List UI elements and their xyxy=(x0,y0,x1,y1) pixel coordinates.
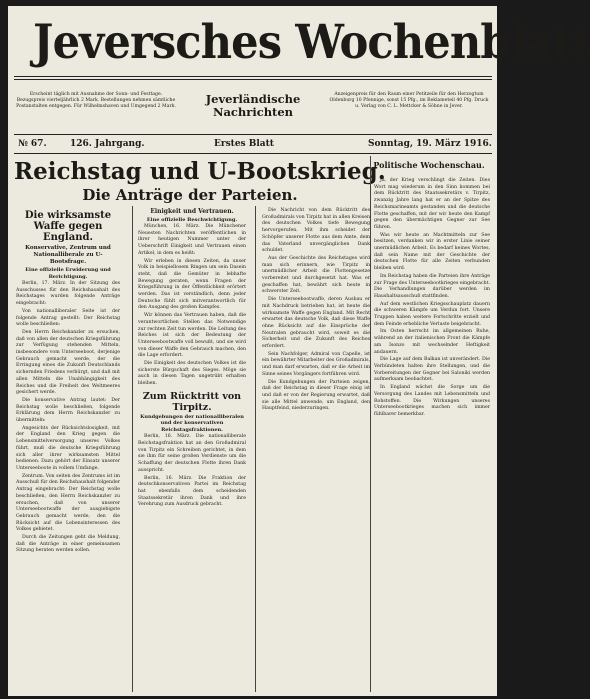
paragraph: Berlin, 16. März. Die Fraktion der deutschkonservativen Partei im Reichstag hat ebenfalls dem scheidenden Staatssekretär ihren Dank und ihre Verehrung zum Ausdruck gebracht. xyxy=(138,475,246,508)
paragraph: Wir können das Vertrauen haben, daß die verantwortlichen Stellen das Notwendige zur rechten Zeit tun werden. Die Leitung des Reiches ist sich der Bedeutung der Unterseebootwaffe voll bewußt, und sie wird von dieser Waffe den Gebrauch machen, den die Lage erfordert. xyxy=(138,313,246,359)
article-title-waffe: Die wirksamste Waffe gegen England. xyxy=(24,210,112,243)
paragraph: Die Kundgebungen der Parteien zeigen, daß der Reichstag in dieser Frage einig ist und daß er von der Regierung erwartet, daß sie alle Mittel anwende, um England, den Hauptfeind, niederzuringen. xyxy=(262,379,370,412)
column-divider-2 xyxy=(255,206,256,692)
paragraph: Die Unterseebootwaffe, deren Ausbau er mit Nachdruck betrieben hat, ist heute die wirksamste Waffe gegen England. Mit Recht erwartet das deutsche Volk, daß diese Waffe ohne Rücksicht auf die Einsprüche der Neutralen gebraucht wird, soweit es die Sicherheit und die Zukunft des Reiches erfordert. xyxy=(262,297,370,350)
main-headline: Reichstag und U-Bootskrieg. xyxy=(14,158,386,185)
issue-row xyxy=(14,139,492,151)
masthead-subtitle xyxy=(184,93,322,119)
paragraph: Die Nachricht von dem Rücktritt des Großadmirals von Tirpitz hat in allen Kreisen des deutschen Volkes tiefe Bewegung hervorgerufen. Mit ihm scheidet der Schöpfer unserer Flotte aus dem Amte, dem das Vaterland unvergänglichen Dank schuldet. xyxy=(262,208,370,254)
issue-number: № 67. xyxy=(18,139,47,149)
issue-year: 126. Jahrgang. xyxy=(70,139,145,149)
subtitle-line-2: Nachrichten xyxy=(212,105,294,119)
advertising-info: Anzeigenpreis für den Raum einer Petitzeile für den Herzogtum Oldenburg 10 Pfennige, sonst 15 Pfg., im Reklameteil 40 Pfg. Druck u. Verlag von C. L. Mettcker & Söhne in Jever. xyxy=(329,92,489,110)
paragraph: Zentrum. Von seiten des Zentrums ist im Ausschuß für den Reichshaushalt folgender Antrag eingebracht: Der Reichstag wolle beschließen, den Herrn Reichskanzler zu ersuchen, daß von unserer Unterseebootwaffe der ausgiebigste Gebrauch gemacht werde, den die Rücksicht auf die Lebensinteressen des Volkes gebietet. xyxy=(16,473,120,533)
paragraph: Aus der Geschichte des Reichstages wird man sich erinnern, wie Tirpitz in unermüdlicher Arbeit die Flottengesetze vorbereitet und durchgesetzt hat. Was er geschaffen hat, bewährt sich heute in schwerster Zeit. xyxy=(262,255,370,295)
article-note-beschwichtigung: Eine offizielle Beschwichtigung. xyxy=(146,216,238,223)
article-column-2 xyxy=(138,208,246,694)
issue-rule-top xyxy=(14,134,492,135)
paragraph: Von nationalliberaler Seite ist der folgende Antrag gestellt: Der Reichstag wolle beschließen: xyxy=(16,308,120,328)
paragraph: Wir erleben in diesen Zeiten, da unser Volk in beispiellosem Ringen um sein Dasein steht, daß die Gemüter in lebhafte Bewegung geraten, wenn Fragen der Kriegsführung in der Öffentlichkeit erörtert werden. Das ist verständlich, denn jeder Deutsche fühlt sich mitverantwortlich für den Ausgang des großen Kampfes. xyxy=(138,258,246,311)
article-title-tirpitz: Zum Rücktritt von Tirpitz. xyxy=(142,390,242,413)
masthead-rule-top xyxy=(14,76,492,77)
paragraph: Ja, der Krieg verschlingt die Zeiten. Dies Wort mag wiederum in den Sinn kommen bei dem Rücktritt des Staatssekretärs v. Tirpitz, zwanzig Jahre lang hat er an der Spitze des Reichsmarineamts gestanden und die deutsche Flotte geschaffen, mit der wir heute den Kampf gegen den übermächtigen Gegner zur See führen. xyxy=(374,178,490,230)
masthead-rule-bottom xyxy=(14,79,492,80)
issue-date: Sonntag, 19. März 1916. xyxy=(368,139,492,149)
paragraph: Die Lage auf dem Balkan ist unverändert. Die Verbündeten halten ihre Stellungen, und die Vorbereitungen der Gegner bei Saloniki werden aufmerksam beobachtet. xyxy=(374,357,490,383)
subscription-info: Erscheint täglich mit Ausnahme der Sonn- und Festtage. Bezugspreis vierteljährlich 2 Mark. Bestellungen nehmen sämtliche Postanstalten entgegen. Für Wilhelmshaven und Umgegend 2 Mark. xyxy=(16,92,176,110)
article-note-erwiderung: Eine offizielle Erwiderung und Berichtigung. xyxy=(25,267,111,280)
paragraph: Sein Nachfolger, Admiral von Capelle, ist ein bewährter Mitarbeiter des Großadmirals, und man darf erwarten, daß er die Arbeit im Sinne seines Vorgängers fortführen wird. xyxy=(262,351,370,377)
article-column-1 xyxy=(16,208,120,694)
article-title-einigkeit: Einigkeit und Vertrauen. xyxy=(150,208,234,215)
issue-rule-bottom xyxy=(14,153,492,154)
article-column-4 xyxy=(374,178,490,694)
paragraph: Berlin, 17. März. In der Sitzung des Ausschusses für den Reichshaushalt des Reichstages wurden folgende Anträge eingebracht: xyxy=(16,281,120,307)
column-divider-3 xyxy=(370,156,371,692)
paragraph: Durch die Zeitungen geht die Meldung, daß die Anträge in einer gemeinsamen Sitzung beraten werden sollen. xyxy=(16,535,120,554)
paragraph: Angesichts der Rücksichtslosigkeit, mit der England den Krieg gegen die Lebensmittelversorgung unseres Volkes führt, muß die deutsche Kriegsführung sich aller ihrer wirksamsten Mittel bedienen. Dazu gehört der Einsatz unserer Unterseeboote in vollem Umfange. xyxy=(16,425,120,471)
paragraph: Die Einigkeit des deutschen Volkes ist die sicherste Bürgschaft des Sieges. Möge sie auch in diesen Tagen ungetrübt erhalten bleiben. xyxy=(138,361,246,387)
paragraph: München, 16. März. Die Münchener Neuesten Nachrichten veröffentlichen in ihrer heutigen Nummer unter der Ueberschrift Einigkeit und Vertrauen einen Artikel, in dem es heißt: xyxy=(138,224,246,256)
weekly-review-title: Politische Wochenschau. xyxy=(373,160,485,170)
paragraph: In England wächst die Sorge um die Versorgung des Landes mit Lebensmitteln und Rohstoffen. Die Wirkungen unseres Unterseebootkrieges machen sich immer fühlbarer bemerkbar. xyxy=(374,385,490,417)
paragraph: Im Reichstag haben die Parteien ihre Anträge zur Frage des Unterseebootkrieges eingebracht. Die Verhandlungen darüber werden im Haushaltsausschuß stattfinden. xyxy=(374,273,490,299)
paragraph: Im Osten herrscht im allgemeinen Ruhe, während an der italienischen Front die Kämpfe am Isonzo mit wechselnder Heftigkeit andauern. xyxy=(374,329,490,355)
column-divider-1 xyxy=(132,206,133,692)
issue-sheet: Erstes Blatt xyxy=(214,139,274,149)
paragraph: Was wir heute an Machtmitteln zur See besitzen, verdanken wir in erster Linie seiner unermüdlichen Arbeit. Es bedarf keines Wortes, daß sein Name mit der Geschichte der deutschen Flotte für alle Zeiten verbunden bleiben wird. xyxy=(374,232,490,272)
article-note-kundgebungen: Kundgebungen der nationalliberalen und der konservativen Reichstagsfraktionen. xyxy=(140,413,244,433)
subtitle-line-1: Jeverländische xyxy=(205,92,301,106)
masthead-title: Jeversches Wochenblatt xyxy=(33,15,590,70)
article-subtitle-parties: Konservative, Zentrum und Nationalliberale zu U-Bootsfrage. xyxy=(25,245,111,265)
paragraph: Berlin, 16. März. Die nationalliberale Reichstagsfraktion hat an den Großadmiral von Tirpitz ein Schreiben gerichtet, in dem sie ihm für seine großen Verdienste um die Schaffung der deutschen Flotte ihren Dank ausspricht. xyxy=(138,434,246,473)
paragraph: Auf dem westlichen Kriegsschauplatz dauern die schweren Kämpfe um Verdun fort. Unsere Truppen haben weitere Fortschritte erzielt und dem Feinde erhebliche Verluste beigebracht. xyxy=(374,301,490,327)
paragraph: Die konservative Antrag lautet: Der Reichstag wolle beschließen, folgende Erklärung dem Herrn Reichskanzler zu übermitteln: xyxy=(16,397,120,424)
main-subheadline: Die Anträge der Parteien. xyxy=(82,186,298,204)
article-column-3 xyxy=(262,208,370,694)
paragraph: Den Herrn Reichskanzler zu ersuchen, daß von allen der deutschen Kriegsführung zur Verfügung stehenden Mitteln, insbesondere vom Unterseeboot, derjenige Gebrauch gemacht werde, der die Erringung eines die Zukunft Deutschlands sichernden Friedens verbürgt, und daß mit allen Mitteln die Unabhängigkeit des Reiches und die Freiheit des Weltmeeres gesichert werde. xyxy=(16,329,120,396)
newspaper-page xyxy=(8,6,590,696)
